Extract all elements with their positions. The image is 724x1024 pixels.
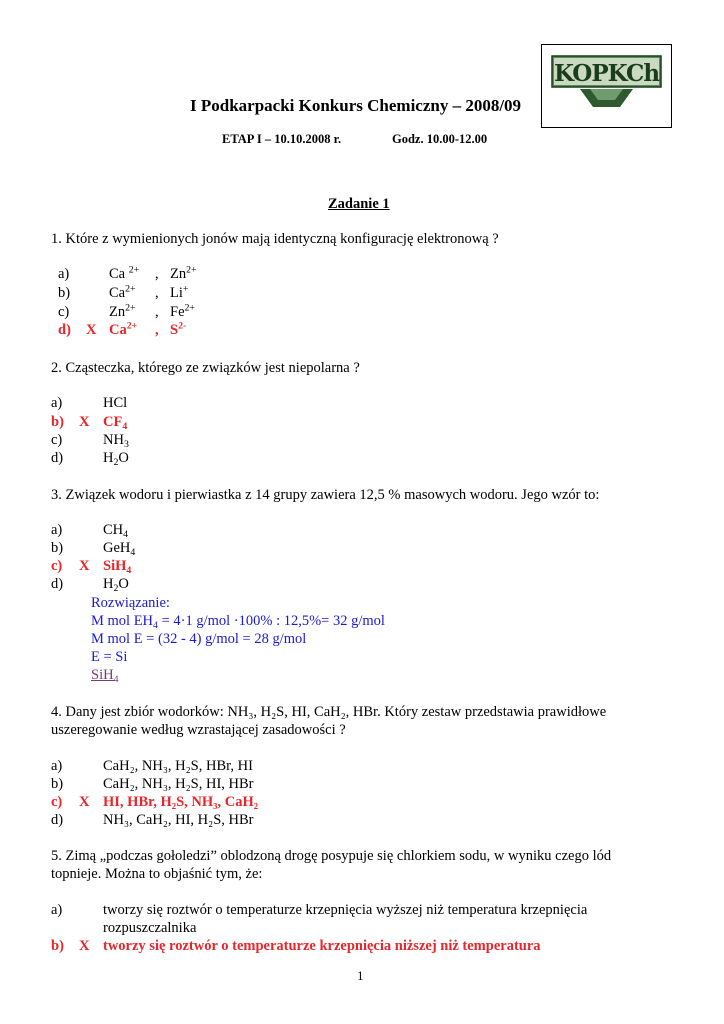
question-4-line-2: uszeregowanie według wzrastającej zasadowości ? bbox=[51, 722, 346, 738]
logo-text: KOPKCh bbox=[553, 60, 660, 87]
solution-line-3: E = Si bbox=[91, 649, 128, 665]
document-title: I Podkarpacki Konkurs Chemiczny – 2008/09 bbox=[190, 96, 522, 115]
question-5-line-1: 5. Zimą „podczas gołoledzi” oblodzoną drogę posypuje się chlorkiem sodu, w wyniku czego lód bbox=[51, 848, 612, 864]
solution-line-1: M mol $EH_4 = 4\cdot 1$ g/mol ·100% : 12,5%= 32 g/mol bbox=[91, 613, 385, 631]
logo-frame bbox=[541, 44, 672, 128]
solution-line-2: M mol E = (32 - 4) g/mol = 28 g/mol bbox=[91, 631, 307, 647]
exam-time: Godz. 10.00-12.00 bbox=[392, 132, 488, 146]
question-3: 3. Związek wodoru i pierwiastka z 14 grupy zawiera 12,5 % masowych wodoru. Jego wzór to: bbox=[51, 487, 600, 503]
question-1: 1. Które z wymienionych jonów mają identyczną konfigurację elektronową ? bbox=[51, 231, 499, 247]
section-title: Zadanie 1 bbox=[328, 196, 390, 212]
page-number: 1 bbox=[357, 968, 364, 983]
solution-answer: SiH$_4$ bbox=[91, 667, 119, 685]
solution-label: Rozwiązanie: bbox=[91, 595, 170, 611]
question-5-line-2: topnieje. Można to objaśnić tym, że: bbox=[51, 866, 263, 882]
stage-date: ETAP I – 10.10.2008 r. bbox=[222, 132, 342, 146]
question-4-line-1: 4. Dany jest zbiór wodorków: NH₃, H₂S, HI, CaH₂, HBr. Który zestaw przedstawia prawidłowe bbox=[51, 704, 607, 720]
question-2: 2. Cząsteczka, którego ze związków jest niepolarna ? bbox=[51, 360, 360, 376]
kopkch-logo bbox=[550, 54, 663, 109]
